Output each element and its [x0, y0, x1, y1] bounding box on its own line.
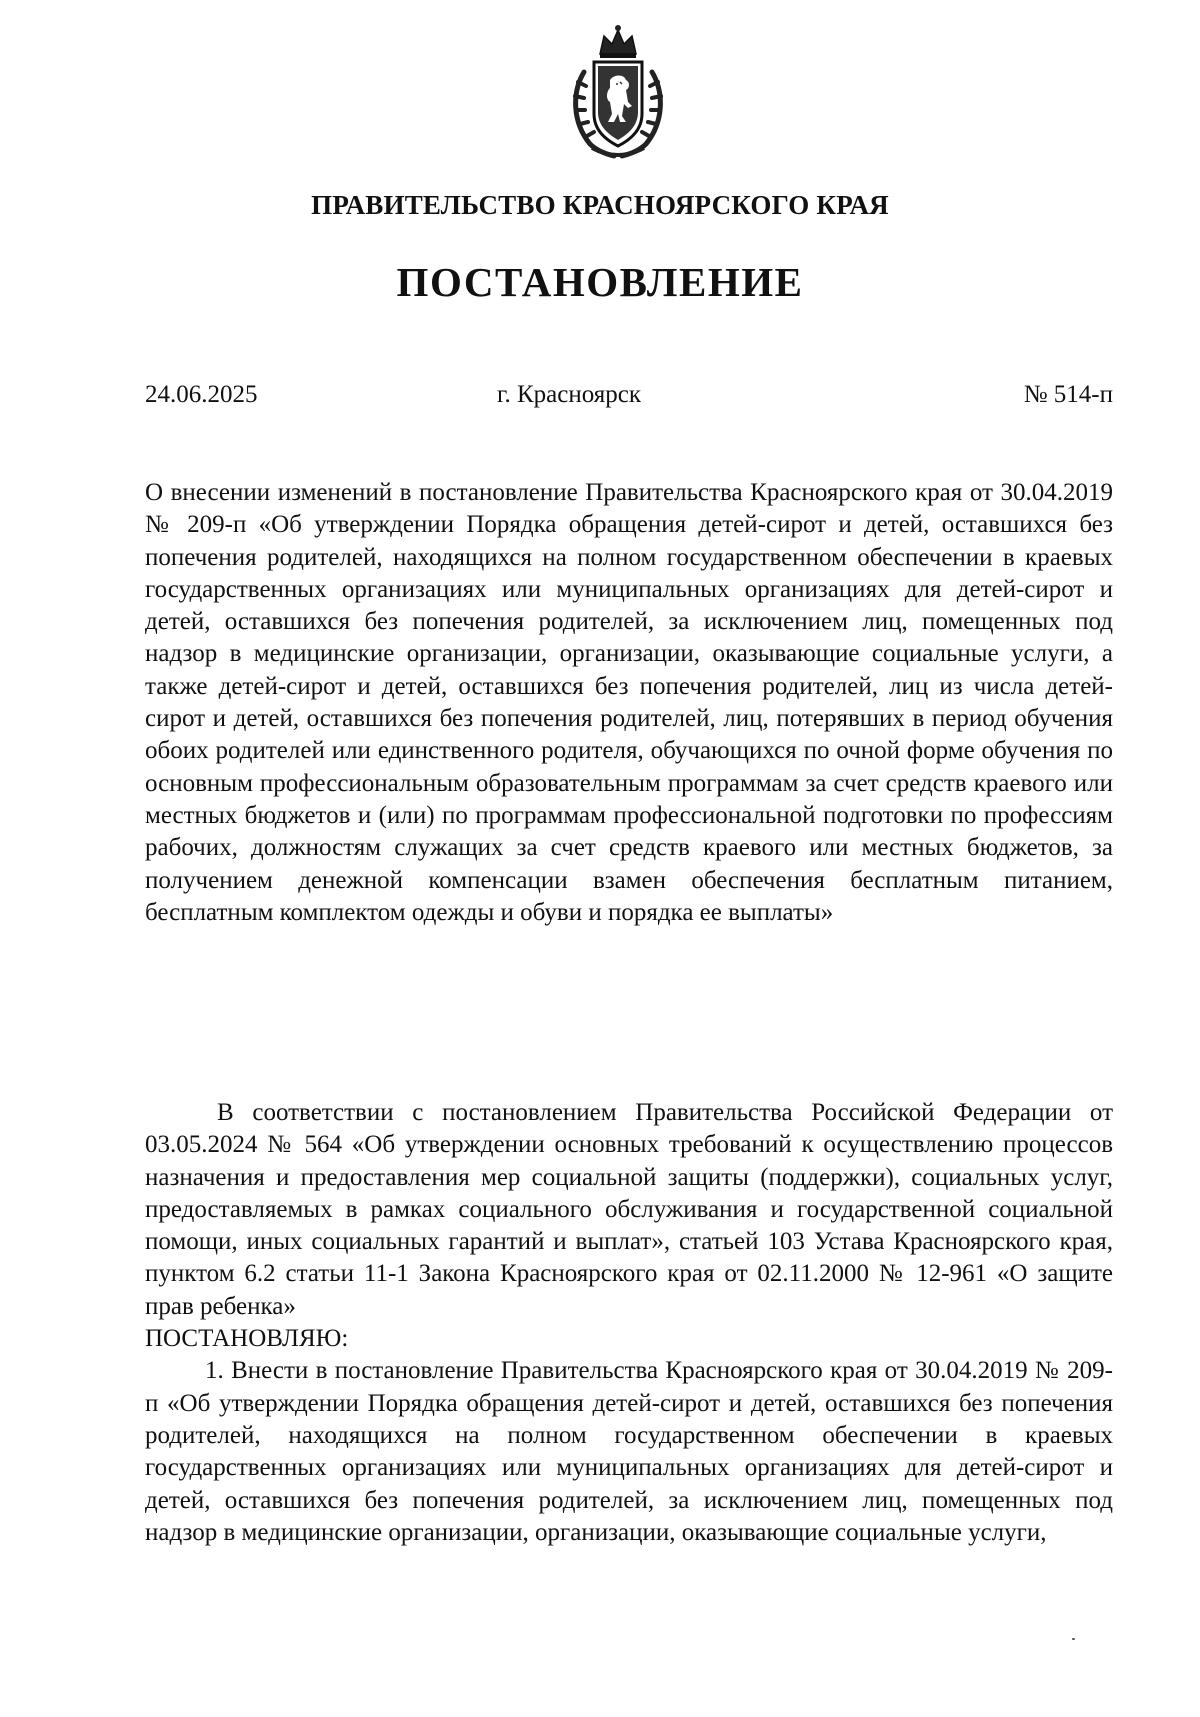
decree-word: ПОСТАНОВЛЯЮ: — [145, 1325, 349, 1353]
preamble-paragraph: В соответствии с постановлением Правительства Российской Федерации от 03.05.2024 № 564 «Об утверждении основных требований к осуществлению процессов назначения и предоставления мер социальной защиты (поддержки), социальных услуг, предоставляемых в рамках социального обслуживания и государственной социальной помощи, иных социальных гарантий и выплат», статьей 103 Устава Красноярского края, пунктом 6.2 статьи 11-1 Закона Красноярского края от 02.11.2000 № 12-961 «О защите прав ребенка» — [145, 1099, 1113, 1320]
document-type-heading: ПОСТАНОВЛЕНИЕ — [396, 259, 804, 305]
organization-title: ПРАВИТЕЛЬСТВО КРАСНОЯРСКОГО КРАЯ — [311, 190, 889, 220]
document-body — [145, 1097, 1113, 1549]
krasnoyarsk-coat-of-arms-icon — [562, 22, 674, 162]
document-number: № 514-п — [1023, 381, 1113, 408]
document-subject-title: О внесении изменений в постановление Правительства Красноярского края от 30.04.2019 № 209-п «Об утверждении Порядка обращения детей-сирот и детей, оставшихся без попечения родителей, находящихся на полном государственном обеспечении в краевых государственных организациях или муниципальных организациях для детей-сирот и детей, оставшихся без попечения родителей, за исключением лиц, помещенных под надзор в медицинские организации, организации, оказывающие социальные услуги, а также детей-сирот и детей, оставшихся без попечения родителей, лиц из числа детей-сирот и детей, оставшихся без попечения родителей, лиц, потерявших в период обучения обоих родителей или единственного родителя, обучающихся по очной форме обучения по основным профессиональным образовательным программам за счет средств краевого или местных бюджетов и (или) по программам профессиональной подготовки по профессиям рабочих, должностям служащих за счет средств краевого или местных бюджетов, за получением денежной компенсации взамен обеспечения бесплатным питанием, бесплатным комплектом одежды и обуви и порядка ее выплаты» — [145, 479, 1113, 926]
scan-speck — [1072, 1638, 1075, 1640]
document-city: г. Красноярск — [497, 381, 641, 408]
item-1-paragraph: 1. Внести в постановление Правительства Красноярского края от 30.04.2019 № 209-п «Об утверждении Порядка обращения детей-сирот и детей, оставшихся без попечения родителей, находящихся на полном государственном обеспечении в краевых государственных организациях или муниципальных организациях для детей-сирот и детей, оставшихся без попечения родителей, за исключением лиц, помещенных под надзор в медицинские организации, организации, оказывающие социальные услуги, — [145, 1357, 1113, 1546]
document-date: 24.06.2025 — [145, 381, 258, 408]
